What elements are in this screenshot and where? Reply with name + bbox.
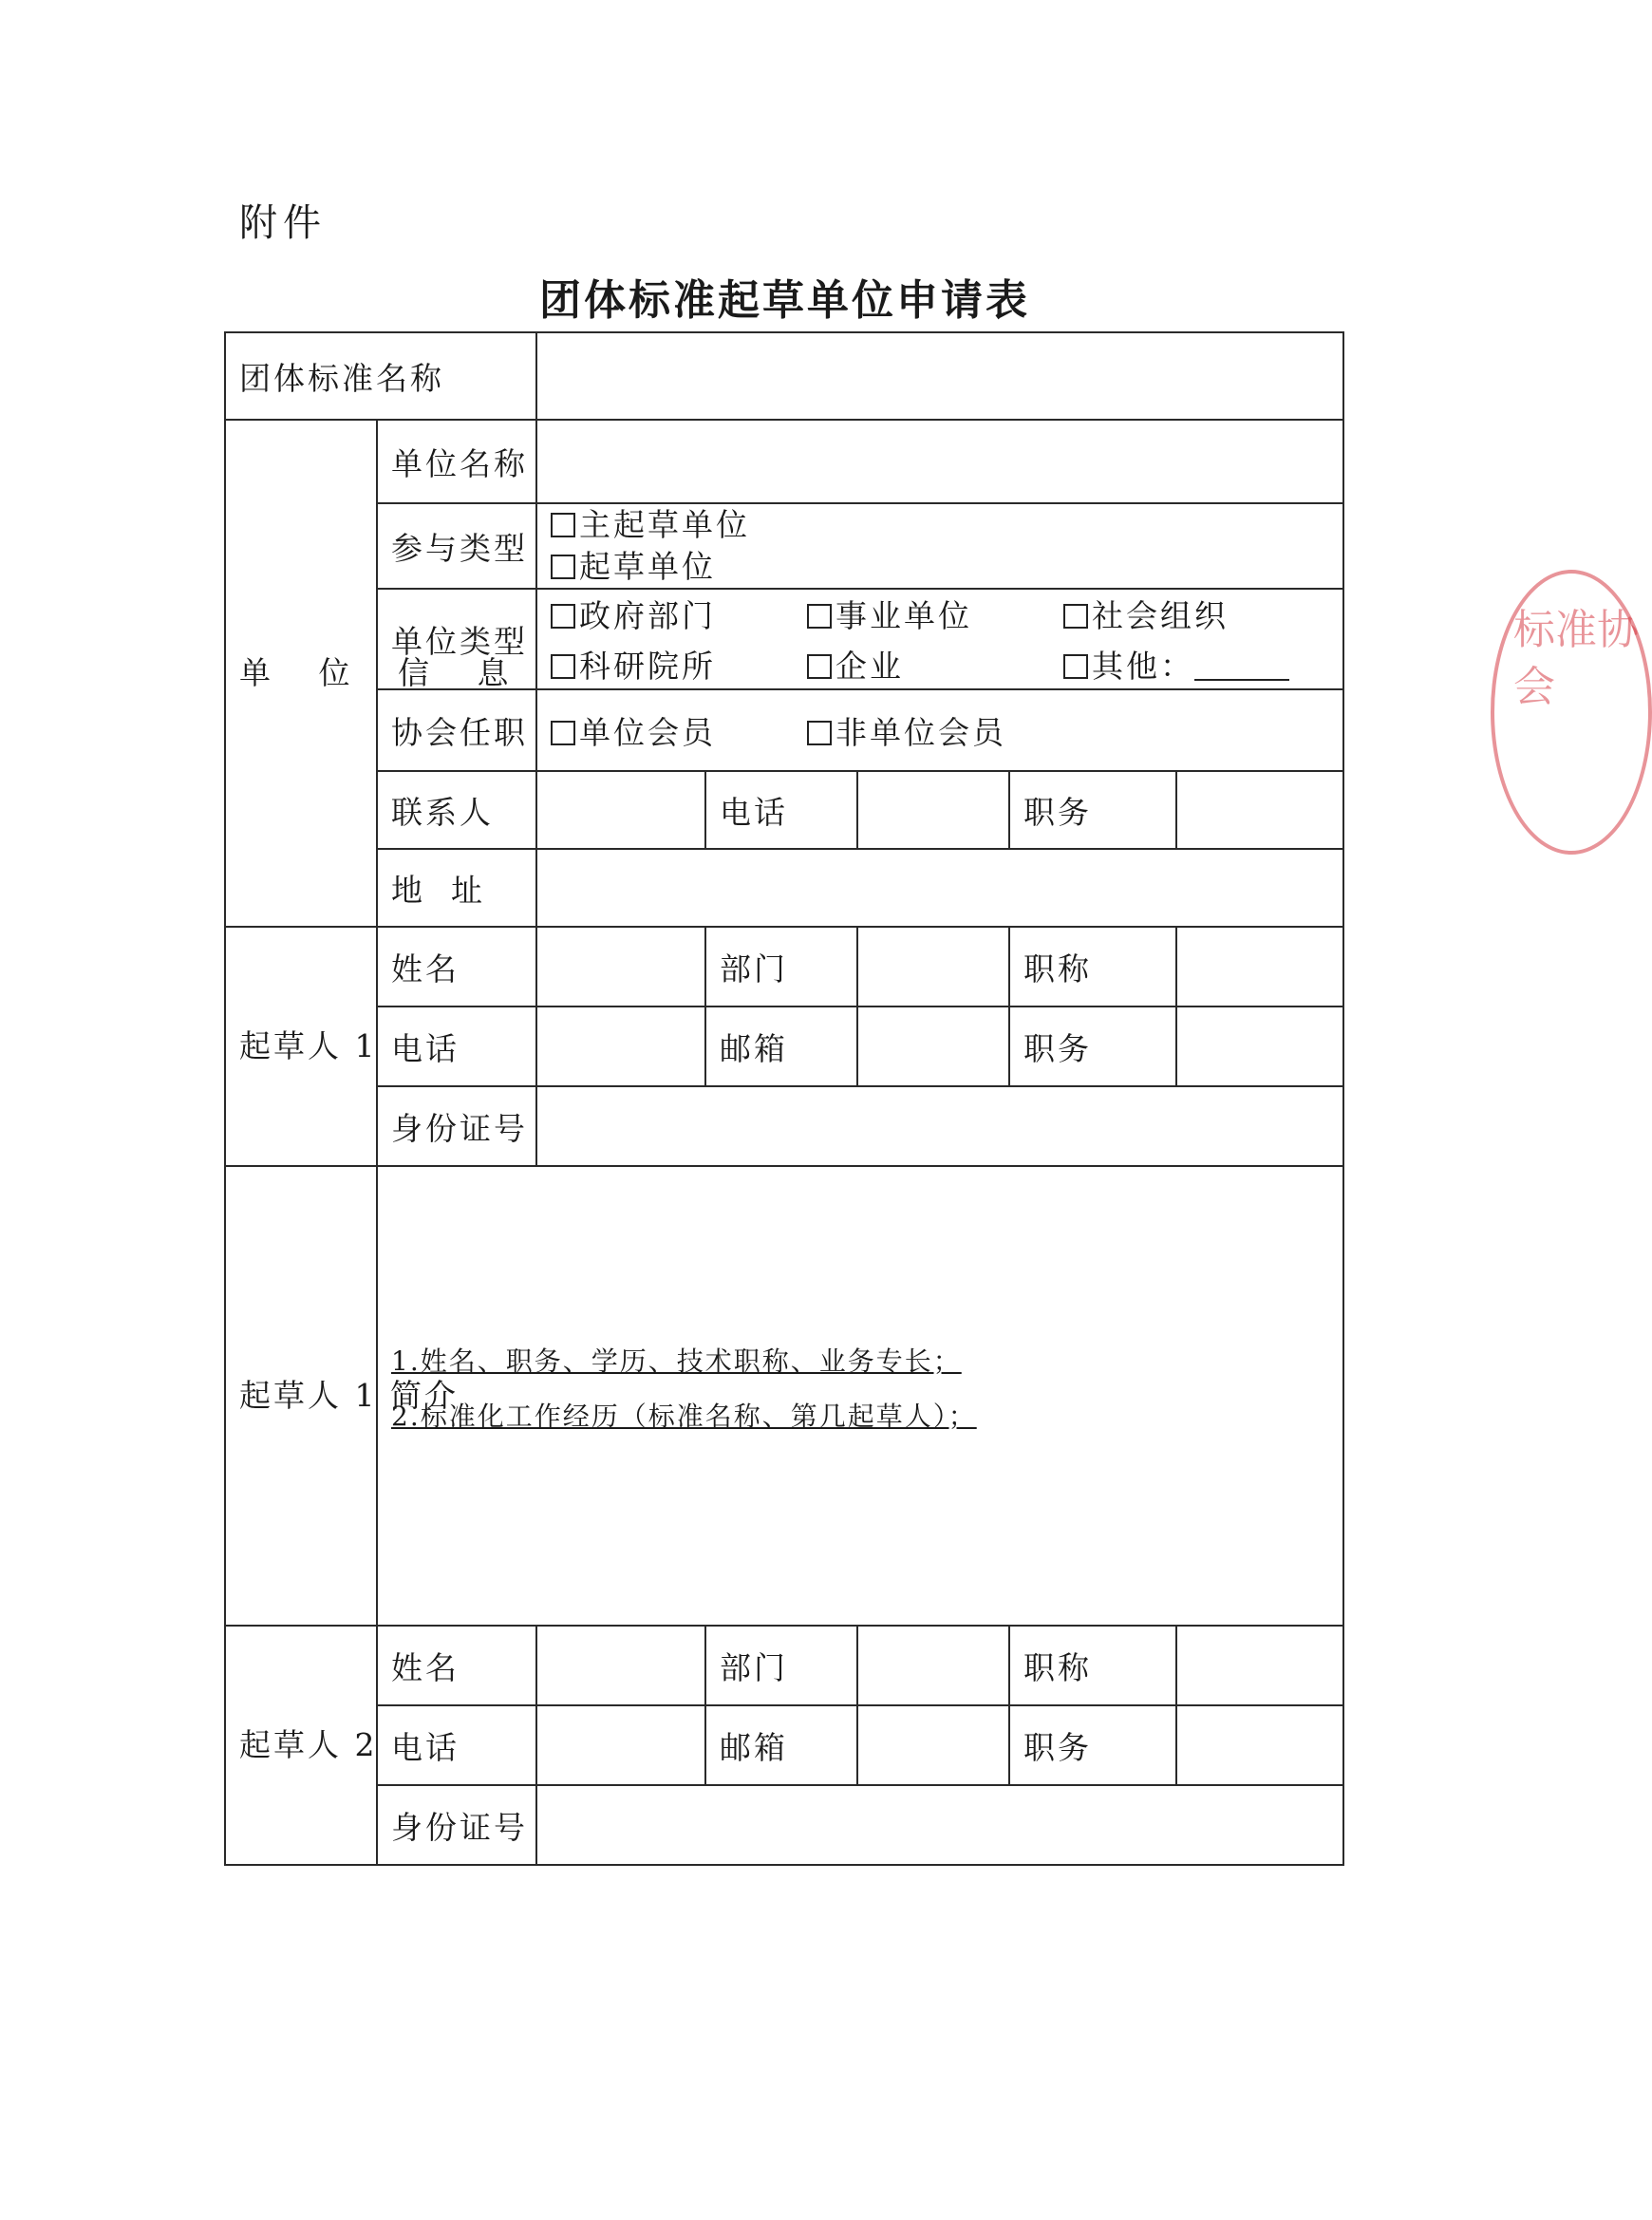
association-option-member[interactable]: 单位会员: [551, 708, 807, 753]
intro-hint-line: 2.标准化工作经历（标准名称、第几起草人）；: [391, 1401, 977, 1432]
participation-type-options: [536, 503, 1343, 589]
checkbox-icon: [807, 721, 832, 745]
association-role-label: 协会任职: [377, 689, 536, 771]
drafter2-name-field[interactable]: [536, 1626, 705, 1705]
checkbox-icon: [1063, 604, 1088, 629]
official-seal-stamp: 标准协会: [1491, 570, 1652, 855]
drafter1-phone-field[interactable]: [536, 1007, 705, 1086]
standard-name-label: 团体标准名称: [225, 332, 536, 420]
drafter1-id-field[interactable]: [536, 1086, 1343, 1166]
unit-type-option-enterprise[interactable]: 企业: [807, 642, 1063, 687]
intro-hint-line: 1.姓名、职务、学历、技术职称、业务专长；: [391, 1345, 962, 1377]
checkbox-icon: [807, 654, 832, 679]
unit-type-option-other[interactable]: 其他：: [1063, 642, 1320, 687]
drafter2-title-field[interactable]: [1176, 1626, 1343, 1705]
drafter2-title-label: 职称: [1009, 1626, 1176, 1705]
unit-type-label: 单位类型: [377, 589, 536, 689]
participation-option-drafter[interactable]: 起草单位: [551, 546, 716, 588]
address-label: 地 址: [377, 849, 536, 927]
drafter2-group-label: 起草人 2: [225, 1626, 377, 1865]
contact-position-field[interactable]: [1176, 771, 1343, 849]
drafter1-name-label: 姓名: [377, 927, 536, 1007]
drafter1-position-field[interactable]: [1176, 1007, 1343, 1086]
drafter2-phone-field[interactable]: [536, 1705, 705, 1785]
unit-type-option-social-org[interactable]: 社会组织: [1063, 592, 1320, 636]
address-field[interactable]: [536, 849, 1343, 927]
contact-field[interactable]: [536, 771, 705, 849]
drafter2-id-field[interactable]: [536, 1785, 1343, 1865]
checkbox-icon: [551, 604, 575, 629]
contact-phone-label: 电话: [705, 771, 857, 849]
drafter2-email-label: 邮箱: [705, 1705, 857, 1785]
unit-info-group-label: 单 位 信 息: [225, 420, 377, 927]
drafter2-dept-field[interactable]: [857, 1626, 1009, 1705]
drafter2-name-label: 姓名: [377, 1626, 536, 1705]
drafter1-intro-group-label: 起草人 1 简介: [225, 1166, 377, 1626]
drafter1-group-label: 起草人 1: [225, 927, 377, 1166]
drafter2-position-label: 职务: [1009, 1705, 1176, 1785]
page-title: 团体标准起草单位申请表: [539, 276, 1030, 325]
drafter2-email-field[interactable]: [857, 1705, 1009, 1785]
participation-type-label: 参与类型: [377, 503, 536, 589]
drafter2-phone-label: 电话: [377, 1705, 536, 1785]
drafter1-intro-field[interactable]: [377, 1166, 1343, 1626]
unit-type-option-research[interactable]: 科研院所: [551, 642, 807, 687]
drafter2-id-label: 身份证号: [377, 1785, 536, 1865]
unit-type-options: [536, 589, 1343, 689]
unit-name-field[interactable]: [536, 420, 1343, 503]
checkbox-icon: [1063, 654, 1088, 679]
checkbox-icon: [551, 654, 575, 679]
other-blank-field[interactable]: [1194, 654, 1289, 681]
application-form: [224, 331, 1344, 1866]
drafter1-email-label: 邮箱: [705, 1007, 857, 1086]
association-role-options: [536, 689, 1343, 771]
contact-phone-field[interactable]: [857, 771, 1009, 849]
drafter1-email-field[interactable]: [857, 1007, 1009, 1086]
drafter1-dept-field[interactable]: [857, 927, 1009, 1007]
drafter1-title-field[interactable]: [1176, 927, 1343, 1007]
drafter1-position-label: 职务: [1009, 1007, 1176, 1086]
drafter1-phone-label: 电话: [377, 1007, 536, 1086]
drafter1-title-label: 职称: [1009, 927, 1176, 1007]
drafter2-dept-label: 部门: [705, 1626, 857, 1705]
checkbox-icon: [551, 513, 575, 537]
participation-option-main[interactable]: 主起草单位: [551, 504, 750, 546]
association-option-non-member[interactable]: 非单位会员: [807, 708, 1063, 753]
unit-name-label: 单位名称: [377, 420, 536, 503]
unit-type-option-government[interactable]: 政府部门: [551, 592, 807, 636]
contact-position-label: 职务: [1009, 771, 1176, 849]
standard-name-field[interactable]: [536, 332, 1343, 420]
unit-type-option-institution[interactable]: 事业单位: [807, 592, 1063, 636]
attachment-label: 附件: [239, 201, 327, 245]
drafter1-dept-label: 部门: [705, 927, 857, 1007]
drafter1-id-label: 身份证号: [377, 1086, 536, 1166]
drafter2-position-field[interactable]: [1176, 1705, 1343, 1785]
drafter1-name-field[interactable]: [536, 927, 705, 1007]
checkbox-icon: [551, 721, 575, 745]
contact-label: 联系人: [377, 771, 536, 849]
checkbox-icon: [551, 555, 575, 579]
checkbox-icon: [807, 604, 832, 629]
